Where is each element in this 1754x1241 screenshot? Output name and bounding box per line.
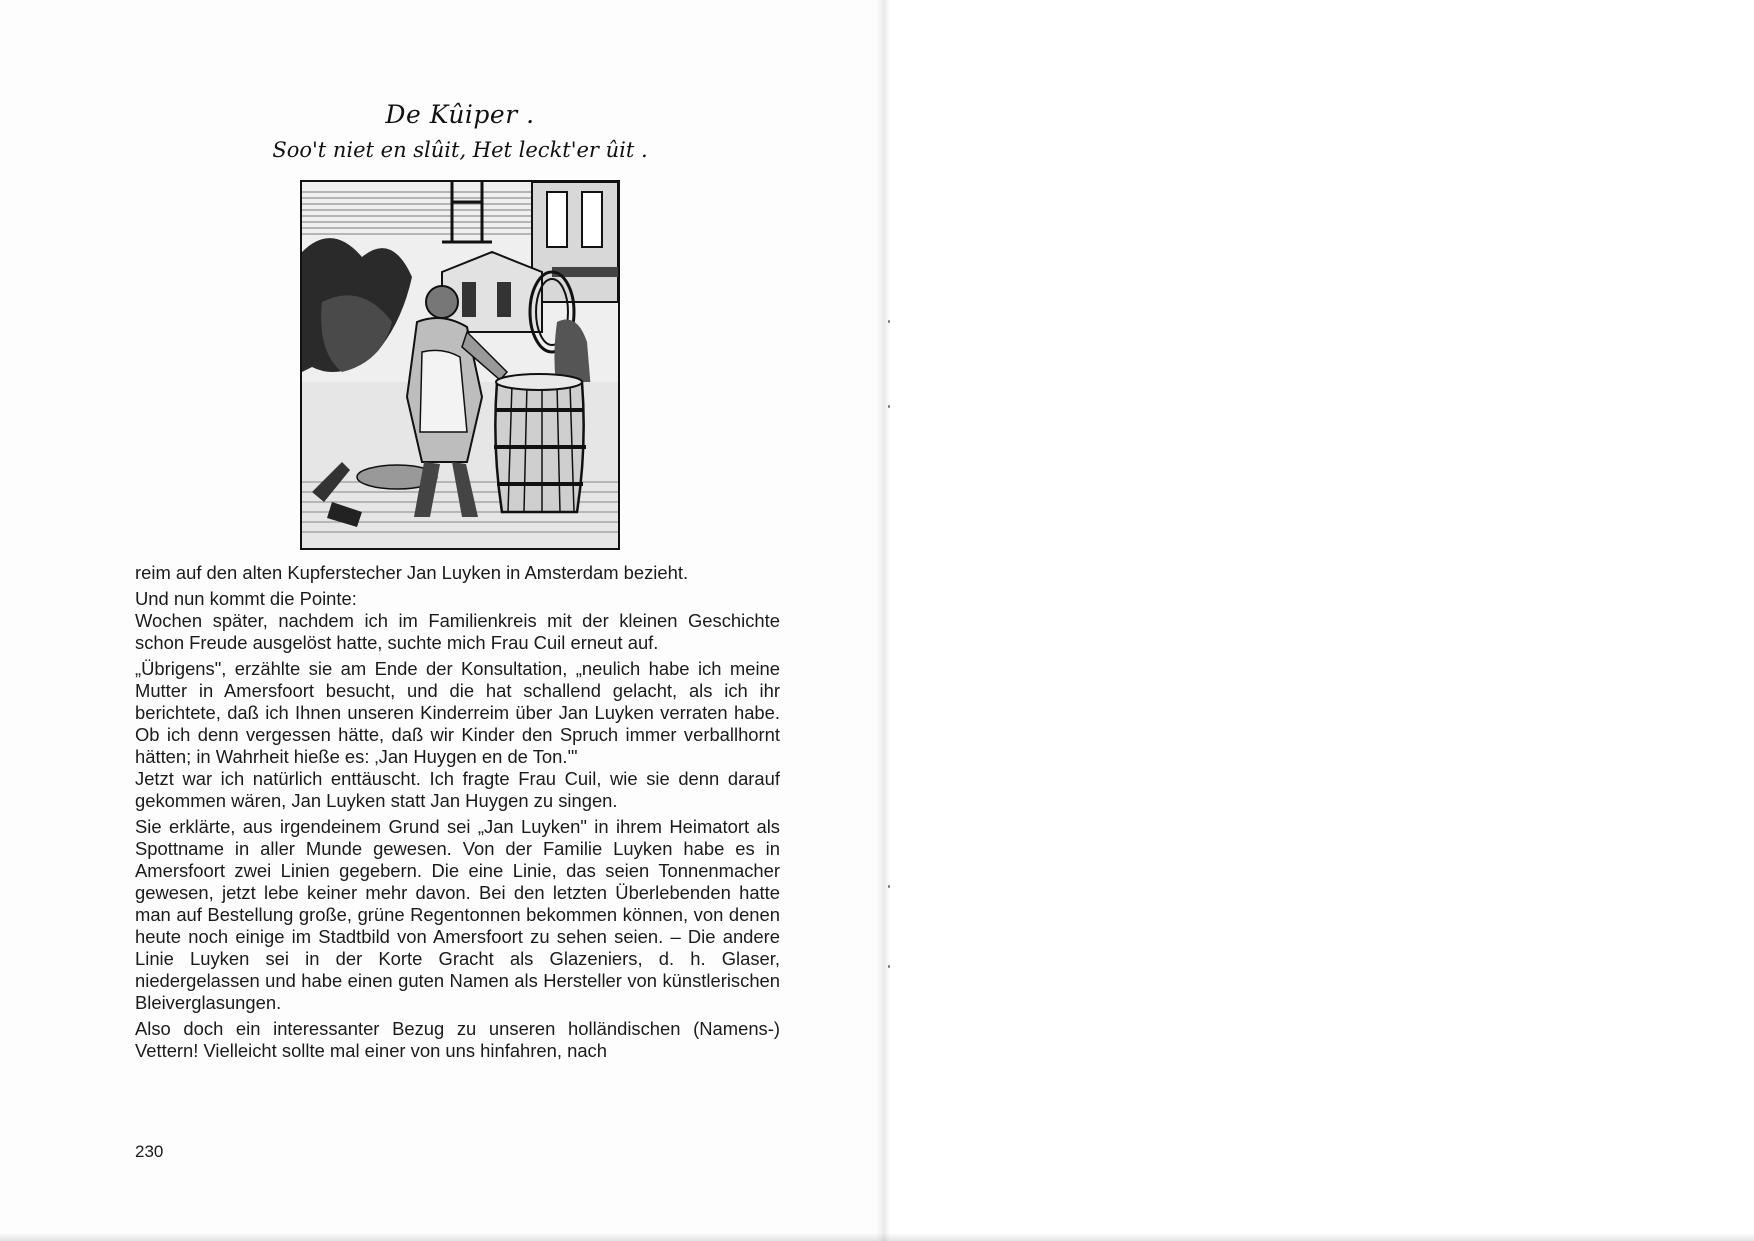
cooper-engraving <box>300 180 620 550</box>
paper-speck <box>888 405 890 408</box>
paragraph: Sie erklärte, aus irgendeinem Grund sei „Jan Luyken" in ihrem Heimatort als Spottname in aller Munde gewesen. Von der Familie Luyken habe es in Amersfoort zwei Linien gegebern. Die eine Linie, das seien Tonnenmacher gewesen, jetzt lebe keiner mehr davon. Bei den letzten Überlebenden hatte man auf Bestellung große, grüne Regentonnen bekommen können, von denen heute noch einige im Stadtbild von Amersfoort zu sehen seien. – Die andere Linie Luyken sei in der Korte Gracht als Glazeniers, d. h. Glaser, niedergelassen und habe einen guten Namen als Hersteller von künstlerischen Bleiverglasungen. <box>135 816 780 1013</box>
right-page-blank <box>890 0 1754 1241</box>
page-number: 230 <box>135 1142 164 1161</box>
paragraph: Jetzt war ich natürlich enttäuscht. Ich fragte Frau Cuil, wie sie denn darauf gekommen wären, Jan Luyken statt Jan Huygen zu singen. <box>135 768 780 811</box>
paragraph: Und nun kommt die Pointe: <box>135 588 357 609</box>
paragraph: Also doch ein interessanter Bezug zu unseren holländischen (Namens-) Vettern! Vielleicht sollte mal einer von uns hinfahren, nach <box>135 1018 780 1061</box>
paper-speck <box>888 320 890 323</box>
paragraph: „Übrigens", erzählte sie am Ende der Konsultation, „neulich habe ich meine Mutter in Amersfoort besucht, und die hat schallend gelacht, als ich ihr berichtete, daß ich Ihnen unseren Kinderreim über Jan Luyken verraten habe. Ob ich denn vergessen hätte, daß wir Kinder den Spruch immer verballhornt hätten; in Wahrheit hieße es: ‚Jan Huygen en de Ton.'" <box>135 658 780 767</box>
paragraph: Wochen später, nachdem ich im Familienkreis mit der kleinen Geschichte schon Freude ausgelöst hatte, suchte mich Frau Cuil erneut auf. <box>135 610 780 653</box>
paragraph: reim auf den alten Kupferstecher Jan Luyken in Amsterdam bezieht. <box>135 562 689 583</box>
scan-bottom-shadow <box>0 1233 1754 1241</box>
paper-speck <box>888 885 890 888</box>
book-gutter <box>876 0 890 1241</box>
engraving-motto: Soo't niet en slûit, Het leckt'er ûit . <box>272 138 648 162</box>
body-text <box>135 562 780 1066</box>
paper-speck <box>888 965 890 968</box>
engraving-title: De Kûiper . <box>385 100 535 129</box>
